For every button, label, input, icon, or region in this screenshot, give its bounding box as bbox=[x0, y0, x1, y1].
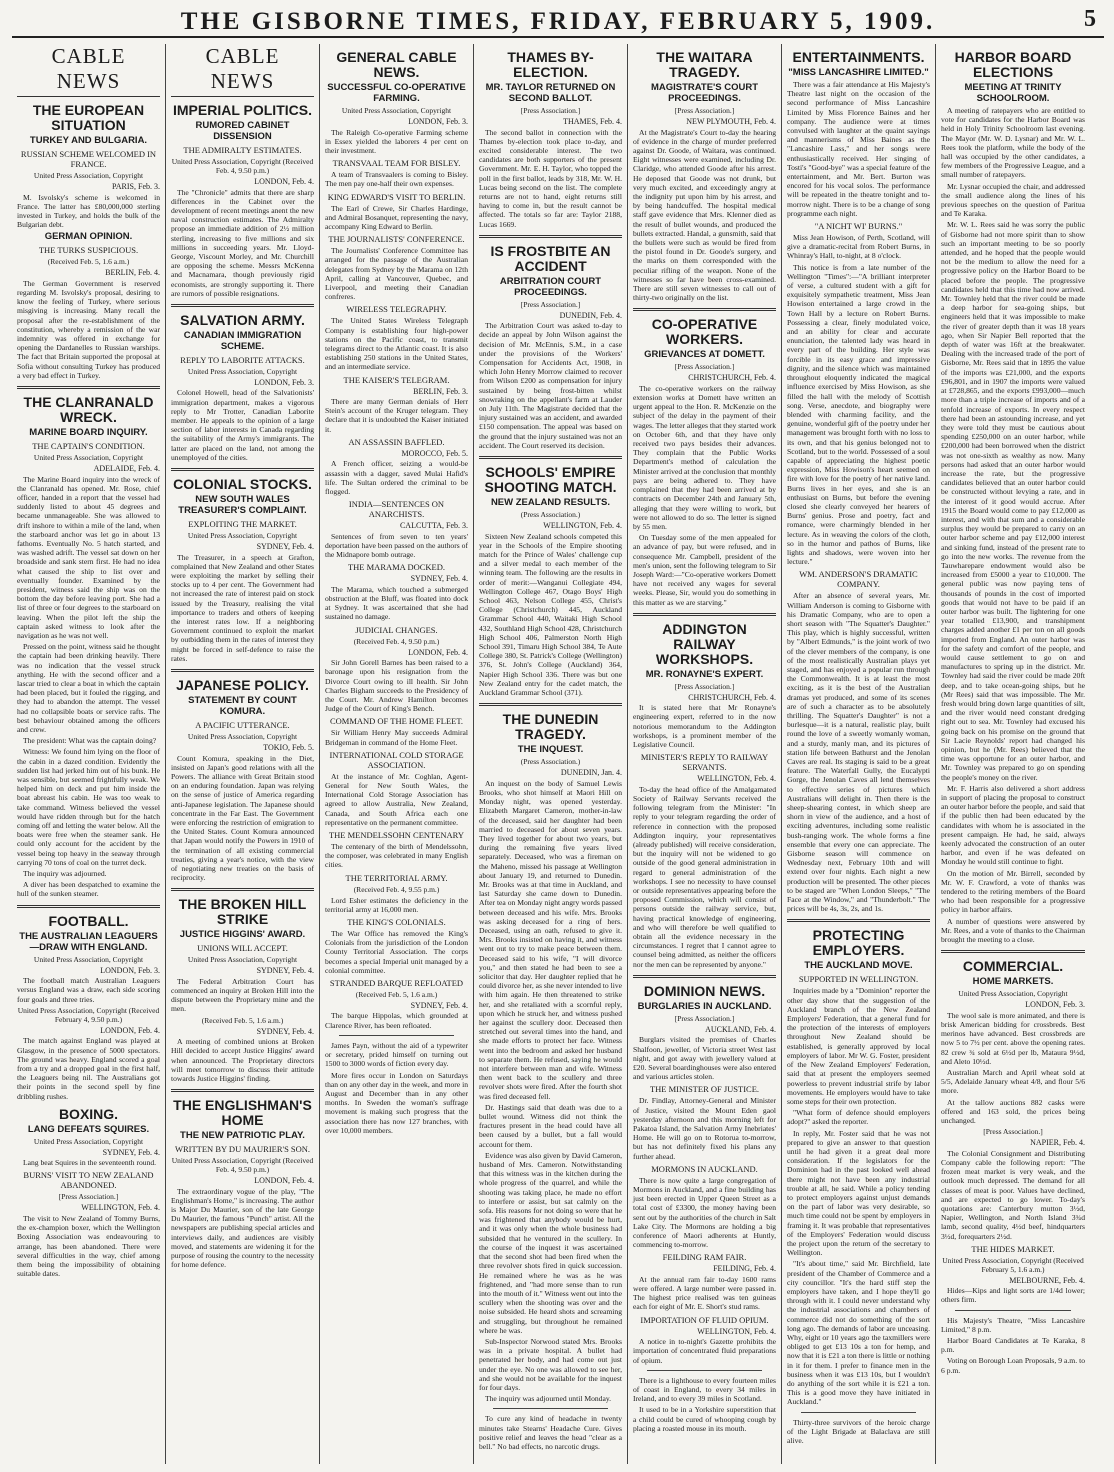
credit: [Press Association.] bbox=[674, 681, 735, 691]
dateline: WELLINGTON, Feb. 4. bbox=[543, 521, 622, 531]
dateline: LONDON, Feb. 3. bbox=[254, 377, 314, 387]
story-paragraph: The second ballot in connection with the Thames by-election took place to-day, and excited considerable interest. The two candidates are both supporters of the present Government. Mr. E. H. Taylor, who topped the poll in the first ballot, leads by 318, Mr. W. H. Lucas being second on the list. The complete returns are not to hand, eight returns still having to come in, but the result cannot be affected. The totals so far are: Taylor 2188, Lucas 1669. bbox=[479, 127, 622, 229]
subheadline: ARBITRATION COURT PROCEEDINGS. bbox=[499, 275, 602, 298]
story-paragraph: Voting on Borough Loan Proposals, 9 a.m. to 6 p.m. bbox=[941, 1356, 1085, 1375]
story-paragraph: A French officer, seizing a would-be assassin with a dagger, saved Mulai Hafid's life. The Sultan ordered the criminal to be flogged. bbox=[325, 459, 468, 496]
subheadline: NEW ZEALAND RESULTS. bbox=[490, 497, 611, 509]
subheadline: GRIEVANCES AT DOMETT. bbox=[644, 349, 765, 361]
story-paragraph: Count Komura, speaking in the Diet, insisted on Japan's good relations with all the Powers. The alliance with Great Britain stood on an enduring foundation. Japan was relying on the sense of justice of America regarding anti-Japanese legislation. The Japanese should concentrate in the Far East. The Government were enforcing the restriction of emigration to the United States. Count Komura announced that Japan would notify the Powers in 1910 of the termination of all existing commercial treaties, giving a year's notice, with the view of negotiating new treaties on the basis of reciprocity. bbox=[171, 753, 314, 883]
minor-headline: TRANSVAAL TEAM FOR BISLEY. bbox=[332, 158, 461, 169]
minor-headline: WM. ANDERSON'S DRAMATIC COMPANY. bbox=[799, 569, 918, 590]
story-paragraph: Witness: We found him lying on the floor of the cabin in a dazed condition. Evidently the sudden list had jerked him out of his bunk. He was sensible, but seemed frightfully weak. We helped him on deck and put him inside the boat abreast his cabin. He was too weak to take command. Witness believed the vessel would have ridden through but for the hatch coming off and letting the water below. All the boats were free when the steamer sank. He could only account for the accident by the vessel being top heavy in the seaway through carrying 70 tons of coal on the turret deck. bbox=[17, 747, 160, 867]
minor-headline: WRITTEN BY DU MAURIER'S SON. bbox=[174, 1144, 311, 1155]
headline: PROTECTING EMPLOYERS. bbox=[812, 927, 905, 959]
divider bbox=[339, 1035, 454, 1036]
story-paragraph: Mr. W. L. Rees said he was sorry the public of Gisborne had not more spirit than to show such an important meeting to be so poorly attended, and he hoped that the people would not be the medium to allow the need for a progressive policy on the Harbor Board to be placed before the people. The progressive candidates held that this time had now arrived. Mr. Townley held that the river could be made a deep harbor for sea-going ships, but engineers held that it was impossible to make the river of greater depth than it was 18 years ago, when Sir Napier Bell reported that the depth of water was 16ft at the breakwater. Dealing with the increased trade of the port of Gisborne, Mr. Rees said that in 1895 the value of the imports was £21,000, and the exports £96,801, and in 1907 the imports were valued at £728,865, and the exports £993,000—much more than a triple increase of imports and of a tenfold increase of exports. In every respect there had been an astounding increase, and yet they were told they must be cautious about spending £250,000 on an outer harbor, while £200,000 had been borrowed when the district was not one-sixth as wealthy as now. Many persons had asked that an outer harbor would increase the rate, but the progressive candidates believed that an outer harbor could be constructed without levying a rate, and in the interest of it good would accrue. After 1915 the Board would come to pay £12,000 as interest, and with that sum and a considerable surplus they would be prepared to carry on an outer harbor scheme and pay £12,000 interest and sinking fund, instead of the present rate to go into the new works. The revenue from the Tauwharepare endowment would also be increased from £5000 a year to £10,000. The general public was now paying tens of thousands of pounds in the cost of imported goods that would not have to be paid if an outer harbor was built. The lightering for one year totalled £13,900, and transhipment charges added another £1 per ton on all goods imported from England. An outer harbor was for the safety and comfort of the people, and would cause settlement to go on and manufactures to spring up in the district. Mr. Townley had said the river could be made 20ft deep, and to take ocean-going ships, but he (Mr Rees) said that was impossible. The Mr. fresh would bring down large quantities of silt, and the river would need constant dredging right out to sea. Mr. Townley had excused his going back on his promise on the ground that Sir Lacie Reynolds' report had changed his opinion, but he (Mr. Rees) believed that the time was opportune for an outer harbor, and Mr. Townley was prepared to go on spending the people's money on the river. bbox=[941, 220, 1085, 782]
story-paragraph: An inquest on the body of Samuel Lewis Brooks, who shot himself at Maori Hill on Monday night, was opened yesterday. Elizabeth Margaret Cameron, mother-in-law of the deceased, said her daughter had been married to deceased for about seven years. They lived together for about two years, but during the remaining five years lived separately. Deceased, who was a fireman on the Maheno, missed his passage at Wellington about January 19, and returned to Dunedin. Mr. Brooks was at that time in Auckland, and last Saturday she came down to Dunedin. After tea on Monday night angry words passed between deceased and his wife. Mrs. Brooks was asking deceased for a ring of hers. Deceased, using an oath, refused to give it. Mrs. Brooks insisted on having it, and witness went out to try to make peace between them. Deceased said to his wife, "I will divorce you," and then stated he had been to see a solicitor that day. Her daughter replied that he could divorce her, as she never intended to live with him again. He then threatened to strike her, and she retaliated with a scornful reply, upon which he struck her, and witness pushed her against the scullery door. Deceased then stretched out several times into the hand, and she made efforts to protect her face. Witness went into the bedroom and asked her husband to separate them. He refused, saying he would not interfere between man and wife. Witness then went back to the scullery and three revolver shots were fired. After the fourth shot was fired deceased fell. bbox=[479, 778, 622, 1101]
story-paragraph: Sentences of from seven to ten years' deportation have been passed on the authors of the Midnapore bomb outrage. bbox=[325, 531, 468, 560]
subheadline: STATEMENT BY COUNT KOMURA. bbox=[188, 695, 297, 717]
dateline: MOROCCO, Feb. 5. bbox=[401, 448, 468, 458]
credit: [Press Association.] bbox=[58, 1192, 119, 1202]
story-paragraph: Australian March and April wheat sold at 5/5, Adelaide January wheat 4/8, and flour 5/6 more. bbox=[941, 1068, 1085, 1096]
story-paragraph: The United States Wireless Telegraph Company is establishing four high-power stations on the Pacific coast, to transmit telegrams direct to the Atlantic coast. It is also establishing 250 stations in the United States, and an intermediate service. bbox=[325, 316, 468, 372]
minor-headline: WIRELESS TELEGRAPHY. bbox=[346, 304, 447, 315]
column-1 bbox=[12, 44, 166, 1464]
headline: JAPANESE POLICY. bbox=[176, 677, 309, 693]
story-paragraph: Inquiries made by a "Dominion" reporter the other day show that the suggestion of the Auckland branch of the New Zealand Employers' Federation, that a general fund for the protection of the interests of employers throughout New Zealand should be established, is generally approved by local employers of labor. Mr W. G. Foster, president of the New Zealand Employers' Federation, said that at present the employers seemed powerless to prevent industrial strife by labor movements. He employers would have to take some steps for their own protection. bbox=[787, 986, 930, 1106]
story-paragraph: At the Magistrate's Court to-day the hearing of evidence in the charge of murder preferred against Dr. Goode, of Waitara, was continued. Eight witnesses were examined, including Dr. Claridge, who attended Goode after his arrest. He deposed that Goode was not drunk, but very much excited, and exceedingly angry at the indignity put upon him by his arrest, and by being handcuffed. The hospital medical staff gave evidence that Mrs. Klenner died as the result of bullet wounds, and produced the bullets extracted. Handal, a gunsmith, said that the bullets were such as would be fired from the pistol found in Dr. Goode's surgery, and the marks on them corresponded with the peculiar rifling of the weapon. None of the witnesses so far have been cross-examined. There are still seven witnesses to call out of thirty-two originally on the list. bbox=[633, 127, 776, 303]
credit: United Press Association, Copyright bbox=[341, 106, 452, 115]
section-header: CABLE NEWS bbox=[171, 44, 314, 97]
story-paragraph: At the instance of Mr. Coghlan, Agent-General for New South Wales, the International Cold Storage Association has agreed to allow Australia, New Zealand, Canada, and South Africa each one representative on the permanent committee. bbox=[325, 771, 468, 827]
subheadline: NEW SOUTH WALES TREASURER'S COMPLAINT. bbox=[178, 494, 307, 517]
divider bbox=[171, 304, 314, 307]
story-paragraph: There is a lighthouse to every fourteen miles of coast in England, to every 34 miles in Ireland, and to every 39 miles in Scotland. bbox=[633, 1375, 776, 1404]
story-paragraph: Evidence was also given by David Cameron, husband of Mrs. Cameron. Notwithstanding that this witness was in the kitchen during the whole progress of the quarrel, and while the shooting was taking place, he made no effort to interfere or assist, but sat calmly on the sofa. His reasons for not doing so were that he was frightened that anybody would be hurt, and it was only when the whole business had subsided that he ventured in the scullery. In the course of the inquest it was ascertained that the second shot had been fired when the three revolver shots fired in quick succession. He remained where he was as he was frightened, and "had more sense than to run into the mouth of it." Witness went out into the scullery when the shooting was over and the noise subsided. He heard shots and screaming and struggling, but throughout he remained where he was. bbox=[479, 1150, 622, 1335]
story-paragraph: Pressed on the point, witness said he thought the captain had been drinking heavily. There was no indication that the vessel struck anything. He with the second officer and a lascar tried to clear a boat in which the captain had been placed, but it fouled the rigging, and they had to abandon the attempt. The vessel had no collapsible boats or service rafts. The best behaviour obtained among the officers and crew. bbox=[17, 642, 160, 735]
headline: ENTERTAINMENTS. bbox=[792, 49, 925, 65]
subheadline: THE AUCKLAND MOVE. bbox=[804, 960, 913, 972]
headline: CO-OPERATIVE WORKERS. bbox=[651, 316, 758, 348]
story-paragraph: There are many German denials of Herr Stein's account of the Kruger telegram. They declare that it is undoubted the Kaiser initiated it. bbox=[325, 397, 468, 434]
story-paragraph: A team of Transvaalers is coming to Bisley. The men pay one-half their own expenses. bbox=[325, 170, 468, 189]
minor-headline: MINISTER'S REPLY TO RAILWAY SERVANTS. bbox=[640, 752, 769, 773]
dateline: SYDNEY, Feb. 4. bbox=[410, 1000, 468, 1010]
minor-headline: KING EDWARD'S VISIT TO BERLIN. bbox=[327, 191, 466, 202]
headline: GENERAL CABLE NEWS. bbox=[336, 49, 457, 80]
divider bbox=[493, 1408, 608, 1409]
minor-headline: THE MINISTER OF JUSTICE. bbox=[649, 1084, 760, 1095]
credit: [Press Association.] bbox=[520, 299, 581, 309]
story-paragraph: The Marama, which touched a submerged obstruction at the Bluff, was floated into dock at Sydney. It was ascertained that she had sustained no damage. bbox=[325, 584, 468, 622]
story-paragraph: In reply, Mr. Foster said that he was not prepared to give an answer to that question until he had given it a great deal more consideration. If the legislators for the Dominion had in the past looked well ahead there might not have been any industrial trouble at all, he said. While a policy tending to protect employers against unjust demands on the part of labor was very desirable, so much time could not be spent by employers in framing it. It was probable that representatives of the Employers' Federation would discuss the project upon the return of the secretary to Wellington. bbox=[787, 1128, 930, 1258]
headline: THE DUNEDIN TRAGEDY. bbox=[502, 711, 599, 743]
story-paragraph: The Journalists' Conference Committee has arranged for the passage of the Australian delegates from Sydney by the Marama on 12th April, calling at Vancouver, Quebec, and Liverpool, and meeting their Canadian confreres. bbox=[325, 246, 468, 302]
dateline: LONDON, Feb. 4. bbox=[254, 1176, 314, 1186]
subheadline: MARINE BOARD INQUIRY. bbox=[29, 427, 148, 439]
minor-headline: THE KAISER'S TELEGRAM. bbox=[343, 374, 450, 385]
credit: United Press Association, Copyright bbox=[187, 732, 298, 741]
credit: United Press Association, Copyright bbox=[187, 531, 298, 541]
credit: (Press Association.) bbox=[520, 510, 581, 520]
story-paragraph: Sixteen New Zealand schools competed this year in the Schools of the Empire shooting match for the Prince of Wales' challenge cup and a silver medal to each member of the winning team. The following are the results in order of merit:—Wanganui Collegiate 494, Wellington College 467, Otago Boys' High School 463, Nelson College 455, Christ's College (Christchurch) 445, Auckland Grammar School 440, Waitaki High School 432, Southland High School 428, Christchurch High School 406, Palmerston North High School 391, Timaru High School 384, Te Aute College 380, St. Patrick's College (Wellington) 376, St. John's College (Auckland) 364, Napier High School 336. There was but one New Zealand entry for the cadet match, the Auckland Grammar School (371). bbox=[479, 531, 622, 698]
story-paragraph: The president: What was the captain doing? bbox=[23, 736, 157, 746]
column-3 bbox=[320, 44, 474, 1464]
divider bbox=[479, 703, 622, 706]
credit: United Press Association, Copyright bbox=[33, 954, 144, 964]
columns bbox=[12, 44, 1104, 1464]
divider bbox=[633, 308, 776, 311]
story-paragraph: The German Government is reserved regarding M. Isvolsky's proposal, desiring to know the feeling of Turkey, where serious misgiving is increasing. Many recall the proposal after the re-establishment of the constitution, whereby a remission of the war indemnity was offered in exchange for opening the Dardanelles to Russian warships. The fact that Britain supported the proposal at Sofia without consulting Turkey has produced a very bad effect in Turkey. bbox=[17, 278, 160, 380]
story-paragraph: The Federal Arbitration Court has commenced an inquiry at Broken Hill into the dispute between the Proprietary mine and the men. bbox=[171, 976, 314, 1014]
subheadline: BURGLARIES IN AUCKLAND. bbox=[637, 1000, 772, 1012]
credit: United Press Association, Copyright (Received Feb. 4, 9.50 p.m.) bbox=[171, 1156, 314, 1175]
headline: HARBOR BOARD ELECTIONS bbox=[954, 49, 1072, 80]
divider bbox=[955, 1310, 1071, 1311]
minor-headline: RUSSIAN SCHEME WELCOMED IN FRANCE. bbox=[20, 149, 157, 169]
received-line: (Received Feb. 4, 9.50 p.m.) bbox=[353, 636, 440, 646]
story-paragraph: The visit to New Zealand of Tommy Burns, the ex-champion boxer, which the Wellington Boxing Association was endeavouring to arrange, has been abandoned. There were several difficulties in the way, chief among them being the impossibility of obtaining suitable dates. bbox=[17, 1213, 160, 1279]
story-paragraph: The Treasurer, in a speech at Grafton, complained that New Zealand and other States were exploiting the market by selling their stocks up to 4 per cent. The Government had not increased the rate of interest paid on stock issued by the Treasury, realising the vital importance to traders and others of keeping the interest rates low. If a neighboring Government continued to exploit the market by outbidding them in the rates of interest they might be forced in self-defence to raise the rates. bbox=[171, 552, 314, 663]
story-paragraph: "What form of defence should employers adopt?" asked the reporter. bbox=[787, 1108, 930, 1127]
story-paragraph: "It's about time," said Mr. Birchfield, late president of the Chamber of Commerce and a city councillor. "It's the hard stiff step the employers have taken, and I hope they'll go through with it. I could never understand why the industrial associations and chambers of commerce did not do something of the sort long ago. The demands of labor are unceasing. Why, eight or 10 years ago the taxmillers were obliged to get £13 10s a ton for hemp, and now that it is £21 a ton there is little or nothing in it for them. I prefer to finance men in the business when it was £13 10s, but I wouldn't do anything of the sort while it is £21 a ton. This is a good move they have initiated in Auckland." bbox=[787, 1259, 930, 1407]
dateline: LONDON, Feb. 3. bbox=[100, 965, 160, 975]
divider bbox=[171, 1089, 314, 1092]
subheadline: RUMORED CABINET DISSENSION bbox=[195, 120, 290, 142]
credit: [Press Association.] bbox=[983, 1127, 1043, 1137]
story-paragraph: Harbor Board Candidates at Te Karaka, 8 p.m. bbox=[941, 1336, 1085, 1355]
story-paragraph: The barque Hippolas, which grounded at Clarence River, has been refloated. bbox=[325, 1011, 468, 1030]
credit: United Press Association, Copyright (Received Feb. 4, 9.50 p.m.) bbox=[171, 157, 314, 175]
story-paragraph: The Raleigh Co-operative Farming scheme in Essex yielded the laborers 4 per cent on their investment. bbox=[325, 127, 468, 155]
divider bbox=[787, 919, 930, 922]
minor-headline: INDIA—SENTENCES ON ANARCHISTS. bbox=[348, 499, 445, 520]
minor-headline: INTERNATIONAL COLD STORAGE ASSOCIATION. bbox=[329, 749, 464, 770]
headline: COLONIAL STOCKS. bbox=[173, 476, 312, 493]
page-number: 5 bbox=[1084, 6, 1096, 32]
section-header: CABLE NEWS bbox=[17, 44, 160, 97]
story-paragraph: His Majesty's Theatre, "Miss Lancashire Limited," 8 p.m. bbox=[941, 1315, 1085, 1334]
divider bbox=[171, 888, 314, 891]
credit: United Press Association, Copyright (Received February 5, 1.6 a.m.) bbox=[942, 1255, 1084, 1274]
subheadline: MR. TAYLOR RETURNED ON SECOND BALLOT. bbox=[485, 82, 616, 104]
subheadline: THE AUSTRALIAN LEAGUERS—DRAW WITH ENGLAND. bbox=[19, 930, 158, 953]
credit: United Press Association, Copyright bbox=[187, 366, 298, 376]
minor-headline: REPLY TO LABORITE ATTACKS. bbox=[180, 354, 305, 365]
story-paragraph: The Earl of Crewe, Sir Charles Hardinge, and Admiral Bosanquet, representing the navy, accompany King Edward to Berlin. bbox=[325, 203, 468, 231]
credit: United Press Association, Copyright bbox=[33, 171, 144, 180]
minor-headline: STRANDED BARQUE REFLOATED bbox=[329, 977, 464, 988]
story-paragraph: Sir William Henry May succeeds Admiral Bridgeman in command of the Home Fleet. bbox=[325, 728, 468, 747]
masthead bbox=[12, 6, 1104, 38]
dateline: TOKIO, Feb. 5. bbox=[263, 743, 314, 752]
story-paragraph: The wool sale is more animated, and there is brisk American bidding for crossbreds. Best merinos have advanced. Best crossbreds are now 5 to 7½ per cent. above the opening rates. 82 crew ¾ sold at 6½d per lb, Mataura 9½d, and Aleto 10½d. bbox=[941, 1010, 1085, 1066]
story-paragraph: The centenary of the birth of Mendelssohn, the composer, was celebrated in many English cities. bbox=[325, 841, 468, 870]
minor-headline: THE MARAMA DOCKED. bbox=[347, 562, 446, 573]
dateline: SYDNEY, Feb. 4. bbox=[102, 1147, 160, 1157]
subheadline: JUSTICE HIGGINS' AWARD. bbox=[179, 929, 306, 941]
credit: [Press Association.] bbox=[674, 1013, 735, 1023]
story-paragraph: The inquiry was adjourned. bbox=[23, 869, 107, 879]
dateline: BERLIN, Feb. 4. bbox=[105, 268, 160, 278]
subheadline: CANADIAN IMMIGRATION SCHEME. bbox=[183, 329, 302, 352]
story-paragraph: Dr. Findlay, Attorney-General and Minister of Justice, visited the Mount Eden gaol yesterday afternoon and this morning left for Pakatoa Island, the Salvation Army Inebriates' Home. He will go on to Rotorua to-morrow, but has not definitely fixed his plans any further ahead. bbox=[633, 1096, 776, 1161]
subheadline: GERMAN OPINION. bbox=[44, 231, 133, 243]
story-paragraph: On Tuesday some of the men appealed for an advance of pay, but were refused, and in consequence Mr. Campbell, president of the men's union, sent the following telegram to Sir Joseph Ward:—"Co-operative workers Domett have not received any wages for several weeks. Please, Sir, would you do something in this matter as we are starving." bbox=[633, 533, 776, 607]
headline: IS FROSTBITE AN ACCIDENT bbox=[490, 242, 611, 274]
credit: United Press Association, Copyright (Received February 4, 9.50 p.m.) bbox=[17, 1005, 160, 1024]
story-paragraph: Colonel Howell, head of the Salvationists' immigration department, makes a vigorous reply to Mr Trotter, Canadian Laborite member. He appeals to the opinion of a large section of labor interests in Canada regarding the suitability of the Army's immigrants. The latter are placed on the land, not among the unemployed of the cities. bbox=[171, 388, 314, 462]
story-paragraph: James Payn, without the aid of a typewriter or secretary, prided himself on turning out 1500 to 3000 words of fiction every day. bbox=[325, 1040, 468, 1069]
story-paragraph: A meeting of combined unions at Broken Hill decided to accept Justice Higgins' award when announced. The Proprietary directors will meet tomorrow to discuss their attitude towards Justice Higgins' finding. bbox=[171, 1037, 314, 1083]
headline: THE CLANRANALD WRECK. bbox=[23, 394, 154, 426]
minor-headline: JUDICIAL CHANGES. bbox=[355, 624, 438, 635]
subheadline: LANG DEFEATS SQUIRES. bbox=[27, 1123, 150, 1135]
subheadline: HOME MARKETS. bbox=[972, 976, 1054, 988]
divider bbox=[941, 950, 1085, 953]
story-paragraph: The Marine Board inquiry into the wreck of the Clanranald has opened. Mr. Rose, chief officer, handed in a report that the vessel had suddenly listed to about 45 degrees and became unmanageable. She was allowed to drift inshore to within a mile of the land, when the starboard anchor was let go in about 13 fathoms. Eventually No. 5 hatch started, and was washed adrift. The vessel sat down on her broadside and sank stern first. He had no idea what caused the ship to list over and eventually founder. Examined by the president, witness said the ship was on the bottom the day before leaving port. She had a list of three or four degrees to the starboard on leaving. When the pilot left the ship the captain asked witness to look after the navigation as he was not well. bbox=[17, 474, 160, 640]
subheadline: "MISS LANCASHIRE LIMITED." bbox=[788, 67, 929, 78]
column-6 bbox=[782, 44, 936, 1464]
story-paragraph: Sub-Inspector Norwood stated Mrs. Brooks was in a private hospital. A bullet had penetrated her body, and had come out just under the eye. No one was allowed to see her, and she would not be available for the inquest for four days. bbox=[479, 1336, 622, 1392]
dateline: WELLINGTON, Feb. 4. bbox=[81, 1203, 160, 1213]
story-paragraph: A number of questions were answered by Mr. Rees, and a vote of thanks to the Chairman brought the meeting to a close. bbox=[941, 916, 1085, 945]
story-paragraph: Miss Jean Howison, of Perth, Scotland, will give a dramatic-recital from Robert Burns, in Whinray's Hall, to-night, at 8 o'clock. bbox=[787, 233, 930, 261]
credit: United Press Association, Copyright bbox=[33, 453, 144, 463]
column-4 bbox=[474, 44, 628, 1464]
subheadline: SUCCESSFUL CO-OPERATIVE FARMING. bbox=[327, 82, 466, 104]
dateline: MELBOURNE, Feb. 4. bbox=[1009, 1275, 1085, 1285]
story-paragraph: The co-operative workers on the railway extension works at Domett have written an urgent appeal to the Hon. R. McKenzie on the subject of the delay in the payment of their wages. The letter alleges that they started work on October 6th, and that they have only received two pays besides their advances. They complain that the Public Works Department's method of calculation the Minister arrived at the conclusion that monthly pays are being adhered to. They have complained that they had been arrived at by contracts on December 24th and January 5th, alleging that they were willing to work, but were not allowed to do so. The letter is signed by 55 men. bbox=[633, 383, 776, 531]
story-paragraph: On the motion of Mr. Birrell, seconded by Mr. W. F. Crawford, a vote of thanks was tendered to the retiring members of the Board who had been responsible for a progressive policy in harbor affairs. bbox=[941, 868, 1085, 915]
dateline: DUNEDIN, Feb. 4. bbox=[559, 310, 622, 320]
dateline: BERLIN, Feb. 3. bbox=[413, 386, 468, 396]
divider bbox=[633, 613, 776, 616]
story-paragraph: The Arbitration Court was asked to-day to decide an appeal by John Wilson against the decision of Mr. McEnnis, S.M., in a case under the provisions of the Workers' Compensation for Accidents Act, 1908, in which John Henry Morrow claimed to recover from Wilson £200 as compensation for injury sustained by being frost-bitten whilst snowraking on the appellant's farm at Lauder on July 11th. The Magistrate decided that the injury sustained was an accident, and awarded £150 compensation. The appeal was based on the ground that the injury sustained was not an accident. The Court reserved its decision. bbox=[479, 321, 622, 450]
divider bbox=[171, 468, 314, 471]
minor-headline: IMPORTATION OF FLUID OPIUM. bbox=[640, 1314, 769, 1325]
dateline: LONDON, Feb. 4. bbox=[100, 1025, 160, 1035]
story-paragraph: The football match Australian Leaguers versus England was a draw, each side scoring four goals and three tries. bbox=[17, 976, 160, 1004]
credit: United Press Association, Copyright bbox=[187, 955, 298, 965]
credit: United Press Association, Copyright bbox=[958, 989, 1068, 999]
headline: SALVATION ARMY. bbox=[180, 311, 305, 328]
credit: (Press Association.) bbox=[520, 757, 581, 767]
dateline: LONDON, Feb. 4. bbox=[254, 177, 314, 186]
story-paragraph: At the annual ram fair to-day 1600 rams were offered. A large number were passed in. The highest price realised was ten guineas each for eight of Mr. E. Short's stud rams. bbox=[633, 1274, 776, 1312]
story-paragraph: Dr. Hastings said that death was due to a bullet wound. Witness did not think the fractures present in the head could have all been caused by a bullet, but a fall would account for them. bbox=[479, 1102, 622, 1149]
subheadline: MAGISTRATE'S COURT PROCEEDINGS. bbox=[650, 82, 759, 104]
headline: THE BROKEN HILL STRIKE bbox=[178, 896, 307, 928]
headline: THE EUROPEAN SITUATION bbox=[32, 102, 145, 133]
story-paragraph: The "Chronicle" admits that there are sharp differences in the Cabinet over the development of recent meetings anent the new naval construction estimates. The Admiralty propose an immediate addition of 2½ million sterling, increasing to five millions and six millions in succeeding years. Mr. Lloyd-George, Viscount Morley, and Mr. Churchill are opposing the scheme. Messrs McKenna and Macnamara, though previously rigid economists, are strongly supporting it. There are rumors of possible resignations. bbox=[171, 187, 314, 298]
received-line: (Received Feb. 4, 9.55 p.m.) bbox=[353, 884, 440, 894]
story-paragraph: More fires occur in London on Saturdays than on any other day in the week, and more in August and December than in any other months. In Sweden the woman's suffrage movement is making such progress that the association there has now 127 branches, with over 10,000 members. bbox=[325, 1070, 468, 1135]
dateline: LONDON, Feb. 4. bbox=[408, 647, 468, 657]
subheadline: TURKEY AND BULGARIA. bbox=[29, 135, 148, 146]
minor-headline: EXPLOITING THE MARKET. bbox=[188, 519, 297, 530]
column-2 bbox=[166, 44, 320, 1464]
story-paragraph: A meeting of ratepayers who are entitled to vote for candidates for the Harbor Board was held in Holy Trinity Schoolroom last evening. The Mayor (Mr. W. D. Lysnar) and Mr. W. L. Rees took the platform, while the body of the hall was occupied by the other candidates, a few members of the Progressive League, and a small number of ratepayers. bbox=[941, 106, 1085, 180]
story-paragraph: At the tallow auctions 882 casks were offered and 163 sold, the prices being unchanged. bbox=[941, 1097, 1085, 1126]
story-paragraph: Sir John Gorell Barnes has been raised to a baronage upon his resignation from the Divorce Court owing to ill health. Sir John Charles Bigham succeeds to the Presidency of the Court. Mr. Andrew Hamilton becomes Judge of the Court of King's Bench. bbox=[325, 658, 468, 714]
story-paragraph: There is now quite a large congregation of Mormons in Auckland, and a fine building has just been erected in Upper Queen Street as a total cost of £3300, the money having been sent out by the authorities of the church in Salt Lake City. The Mormons are holding a big conference of Maori adherents at Huntly, commencing to-morrow. bbox=[633, 1175, 776, 1250]
story-paragraph: A notice in to-night's Gazette prohibits the importation of concentrated fluid preparations of opium. bbox=[633, 1337, 776, 1365]
minor-headline: THE TURKS SUSPICIOUS. bbox=[38, 245, 139, 256]
dateline: NAPIER, Feb. 4. bbox=[1030, 1138, 1085, 1148]
minor-headline: SUPPORTED IN WELLINGTON. bbox=[798, 974, 919, 985]
story-paragraph: To-day the head office of the Amalgamated Society of Railway Servants received the following telegram from the Minister: "In reply to your telegram regarding the order of reference in connection with the proposed Addington inquiry, your representatives (already published) will receive consideration, but the inquiry will not be widened to go outside of the good general administration in regard to general administration of the workshops. I see no necessity to have counsel or outside representatives appearing before the proposed Commission, which will consist of persons outside the railway service, but, having practical knowledge of engineering, and who will therefore be well qualified to obtain all the evidence necessary in the circumstances. I regret that I cannot agree to counsel being admitted, as neither the officers nor the men can be represented by anyone." bbox=[633, 784, 776, 969]
minor-headline: THE ADMIRALTY ESTIMATES. bbox=[183, 145, 302, 155]
dateline: THAMES, Feb. 4. bbox=[563, 117, 622, 126]
story-paragraph: M. Isvolsky's scheme is welcomed in France. The latter has £80,000,000 sterling invested in Turkey, and holds the bulk of the Bulgarian debt. bbox=[17, 192, 160, 230]
divider bbox=[171, 669, 314, 672]
story-paragraph: The match against England was played at Glasgow, in the presence of 5000 spectators. The ground was heavy. England scored a goal from a try and a dropped goal in the first half, the Leaguers being nil. The Australians got their points in the second spell by fine dribbling rushes. bbox=[17, 1036, 160, 1101]
dateline: NEW PLYMOUTH, Feb. 4. bbox=[686, 117, 776, 126]
dateline: WELLINGTON, Feb. 4. bbox=[697, 774, 776, 784]
divider bbox=[647, 1370, 762, 1371]
minor-headline: THE MENDELSSOHN CENTENARY bbox=[328, 829, 465, 840]
dateline: SYDNEY, Feb. 4. bbox=[256, 542, 314, 552]
minor-headline: "A NICHT WI' BURNS." bbox=[814, 221, 903, 232]
dateline: LONDON, Feb. 3. bbox=[1025, 1000, 1085, 1010]
divider bbox=[479, 456, 622, 459]
dateline: DUNEDIN, Jan. 4. bbox=[560, 768, 622, 778]
story-paragraph: The Colonial Consignment and Distributing Company cable the following report: "The frozen meat market is very weak, and the outlook much depressed. The demand for all classes of meat is poor. Values have declined, and are expected to go lower. To-day's quotations are: Canterbury mutton 3½d, Napier, Wellington, and North Island 3¾d lamb, second quality, 4½d beef, hindquarters 3½d, forequarters 2½d. bbox=[941, 1148, 1085, 1241]
dateline: FEILDING, Feb. 4. bbox=[713, 1264, 776, 1274]
subheadline: THE INQUEST. bbox=[517, 744, 584, 756]
story-paragraph: Hides—Kips and light sorts are 1/4d lower; others firm. bbox=[941, 1286, 1085, 1305]
divider bbox=[479, 235, 622, 238]
masthead-title: THE GISBORNE TIMES, FRIDAY, FEBRUARY 5, 1909. bbox=[180, 8, 936, 35]
divider bbox=[17, 386, 160, 389]
subheadline: THE NEW PATRIOTIC PLAY. bbox=[180, 1130, 305, 1142]
dateline: LONDON, Feb. 3. bbox=[408, 117, 468, 126]
dateline: SYDNEY, Feb. 4. bbox=[256, 1026, 314, 1036]
headline: IMPERIAL POLITICS. bbox=[173, 102, 312, 118]
column-5 bbox=[628, 44, 782, 1464]
dateline: SYDNEY, Feb. 4. bbox=[410, 574, 468, 584]
received-line: (Received Feb. 5, 1.6 a.m.) bbox=[47, 257, 130, 267]
credit: [Press Association.] bbox=[674, 362, 735, 372]
dateline: CALCUTTA, Feb. 3. bbox=[399, 521, 468, 531]
minor-headline: COMMAND OF THE HOME FLEET. bbox=[329, 716, 464, 727]
story-paragraph: To cure any kind of headache in twenty minutes take Stearns' Headache Cure. Gives positive relief and leaves the head "clear as a bell." No bad effects, no narcotic drugs. bbox=[479, 1414, 622, 1451]
headline: THAMES BY-ELECTION. bbox=[507, 49, 594, 80]
story-paragraph: Lang beat Squires in the seventeenth round. bbox=[23, 1158, 157, 1168]
headline: THE WAITARA TRAGEDY. bbox=[656, 49, 753, 80]
subheadline: MR. RONAYNE'S EXPERT. bbox=[645, 668, 764, 680]
divider bbox=[801, 1412, 916, 1413]
headline: SCHOOLS' EMPIRE SHOOTING MATCH. bbox=[484, 464, 617, 496]
story-paragraph: The extraordinary vogue of the play, "The Englishman's Home," is increasing. The author is Major Du Maurier, son of the late George Du Maurier, the famous "Punch" artist. All the newspapers are publishing special articles and interviews daily, and audiences are visibly moved, and statements are widening it for the purpose of rousing the country to the necessity for home defence. bbox=[171, 1186, 314, 1270]
headline: ADDINGTON RAILWAY WORKSHOPS. bbox=[655, 620, 754, 667]
headline: DOMINION NEWS. bbox=[643, 982, 766, 999]
subheadline: MEETING AT TRINITY SCHOOLROOM. bbox=[964, 82, 1062, 104]
minor-headline: THE KING'S COLONIALS. bbox=[347, 916, 446, 927]
story-paragraph: It is stated here that Mr Ronayne's engineering expert, referred to in the now notorious memorandum to the Addington workshops, is a prominent member of the Legislative Council. bbox=[633, 703, 776, 750]
minor-headline: BURNS' VISIT TO NEW ZEALAND ABANDONED. bbox=[23, 1170, 154, 1191]
divider bbox=[17, 905, 160, 908]
credit: [Press Association.] bbox=[520, 106, 581, 115]
headline: THE ENGLISHMAN'S HOME bbox=[173, 1097, 312, 1129]
minor-headline: THE JOURNALISTS' CONFERENCE. bbox=[328, 234, 465, 245]
received-line: (Received Feb. 5, 1.6 a.m.) bbox=[355, 989, 438, 999]
story-paragraph: The inquiry was adjourned until Monday. bbox=[485, 1394, 612, 1404]
minor-headline: MORMONS IN AUCKLAND. bbox=[651, 1163, 758, 1174]
story-paragraph: After an absence of several years, Mr. William Anderson is coming to Gisborne with his Dramatic Company, who are to open a short season with "The Squatter's Daughter." This play, which is highly successful, written by "Albert Edmunds," is the joint work of two of the clever members of the company, is one of the most realistically Australian plays yet staged, and has enjoyed a popular run through the Commonwealth. It is at least the most exciting, as it is the best of the Australian dramas yet produced, and some of its scenes are of such a character as to be absolutely thrilling. The Squatter's Daughter" is not a burlesque—it is a natural, realistic play, built round the love of a sweetly womanly woman, and a sturdy, manly man, and its pictures of station life between Bathurst and the Jenolan Caves are real. Its staging is said to be a great feature. The Waterfall Gully, the Eucalypti Gorge, the Jenolan Caves all lend themselves to effective series of pictures which Australians will delight in. Then there is the sheep-shearing contest, in which sheep are shorn in view of the audience, and a host of exciting adventures, including some realistic bush-ranging work. The whole forms a fine ensemble that every one can appreciate. The Gisborne season will commence on Wednesday next, February 10th and will extend over four nights. Each night a new production will be presented. The other pieces to be staged are "When London Sleeps," "The Face at the Window," and "Thunderbolt." The prices will be 4s, 3s, 2s, and 1s. bbox=[787, 591, 930, 914]
dateline: ADELAIDE, Feb. 4. bbox=[93, 464, 160, 474]
story-paragraph: Mr. Lysnar occupied the chair, and addressed the small audience along the lines of his previous speeches on the question of Paritua and Te Karaka. bbox=[941, 181, 1085, 219]
dateline: CHRISTCHURCH, Feb. 4. bbox=[688, 692, 776, 702]
story-paragraph: Burglars visited the premises of Charles Shalfoon, jeweller, of Victoria street West last night, and got away with jewellery valued at £20. Several boardinghouses were also entered and various articles stolen. bbox=[633, 1035, 776, 1082]
minor-headline: FEILDING RAM FAIR. bbox=[662, 1252, 747, 1263]
story-paragraph: It used to be in a Yorkshire superstition that a child could be cured of whooping cough by placing a roasted mouse in its mouth. bbox=[633, 1405, 776, 1433]
story-paragraph: The War Office has removed the King's Colonials from the jurisdiction of the London County Territorial Association. The corps becomes a special Imperial unit managed by a colonial committee. bbox=[325, 928, 468, 975]
credit: [Press Association.] bbox=[674, 106, 735, 115]
story-paragraph: Mr. F. Harris also delivered a short address in support of placing the proposal to construct an outer harbor before the people, and said that if the public then had been educated by the candidates with whom he is associated in the present campaign. He had, he said, always keenly advocated the construction of an outer harbor, and even if he was defeated on Monday he would still continue to fight. bbox=[941, 783, 1085, 867]
story-paragraph: Thirty-three survivors of the heroic charge of the Light Brigade at Balaclava are still alive. bbox=[787, 1417, 930, 1446]
minor-headline: A PACIFIC UTTERANCE. bbox=[195, 720, 290, 730]
received-line: (Received Feb. 5, 1.6 a.m.) bbox=[201, 1015, 284, 1025]
minor-headline: AN ASSASSIN BAFFLED. bbox=[348, 436, 445, 447]
story-paragraph: Lord Esher estimates the deficiency in the territorial army at 16,000 men. bbox=[325, 895, 468, 914]
story-paragraph: There was a fair attendance at His Majesty's Theatre last night on the occasion of the second performance of Miss Lancashire Limited by Miss Florence Baines and her company. The audience were at times convulsed with laughter at the quaint sayings and mannerisms of Miss Baines as the "Lancashire Lass," and her songs were enthusiastically received. Her singing of Tosti's "Good-bye" was a special feature of the entertainment, and Mr. Bert. Burton was encored for his vocal solos. The performance will be repeated in the theatre tonight and to-morrow night. There is to be a change of song programme each night. bbox=[787, 80, 930, 218]
headline: FOOTBALL. bbox=[48, 912, 129, 929]
minor-headline: UNIONS WILL ACCEPT. bbox=[197, 943, 288, 954]
story-paragraph: A diver has been despatched to examine the hull of the sunken steamer. bbox=[17, 880, 160, 899]
dateline: PARIS, Feb. 3. bbox=[112, 182, 160, 191]
divider bbox=[633, 975, 776, 978]
headline: COMMERCIAL. bbox=[962, 958, 1064, 975]
credit: United Press Association, Copyright bbox=[33, 1136, 144, 1146]
story-paragraph: This notice is from a late number of the Wellington "Times":—"A brilliant interpreter of verse, a cultured student with a gift for exquisitely sympathetic treatment, Miss Jean Howison entertained a large crowd in the Town Hall by a lecture on Robert Burns. Possessing a clear, finely modulated voice, and an ability for clear and accurate enunciation, the talented lady was heard in every part of the building. Her style was forcible in its easy grace and impressive dignity, and the silence which was maintained throughout eloquently indicated the magical influence exercised by Miss Howison, as she filled the hall with the melody of Scottish song. Verse, anecdote, and biography were blended with charming facility, and the genuine, wonderful gift of the poetry under her management was brought forth with no loss to its own, and that his genius belonged not to Scotland, but to the world. Possessed of a soul capable of appreciating the highest poetic expression, Miss Howison's heart seemed on fire with love for the poetry of her native land. Burns lives in her eyes, and she is an enthusiast on Burns, but before the evening closed she clearly conveyed her hearers of Burns' genius. Prose and poetry, fact and romance, were charmingly blended in her lecture. As in weaving the colors of the cloth, so in the humor and pathos of Burns, like lights and shadows, were woven into her lecture." bbox=[787, 262, 930, 567]
dateline: WELLINGTON, Feb. 4. bbox=[697, 1326, 776, 1336]
headline: BOXING. bbox=[58, 1105, 119, 1122]
column-7 bbox=[936, 44, 1090, 1464]
minor-headline: THE HIDES MARKET. bbox=[971, 1243, 1055, 1254]
dateline: SYDNEY, Feb. 4. bbox=[256, 966, 314, 976]
dateline: CHRISTCHURCH, Feb. 4. bbox=[688, 373, 776, 383]
minor-headline: THE TERRITORIAL ARMY. bbox=[345, 872, 448, 883]
dateline: AUCKLAND, Feb. 4. bbox=[705, 1024, 776, 1034]
minor-headline: THE CAPTAIN'S CONDITION. bbox=[32, 441, 145, 452]
